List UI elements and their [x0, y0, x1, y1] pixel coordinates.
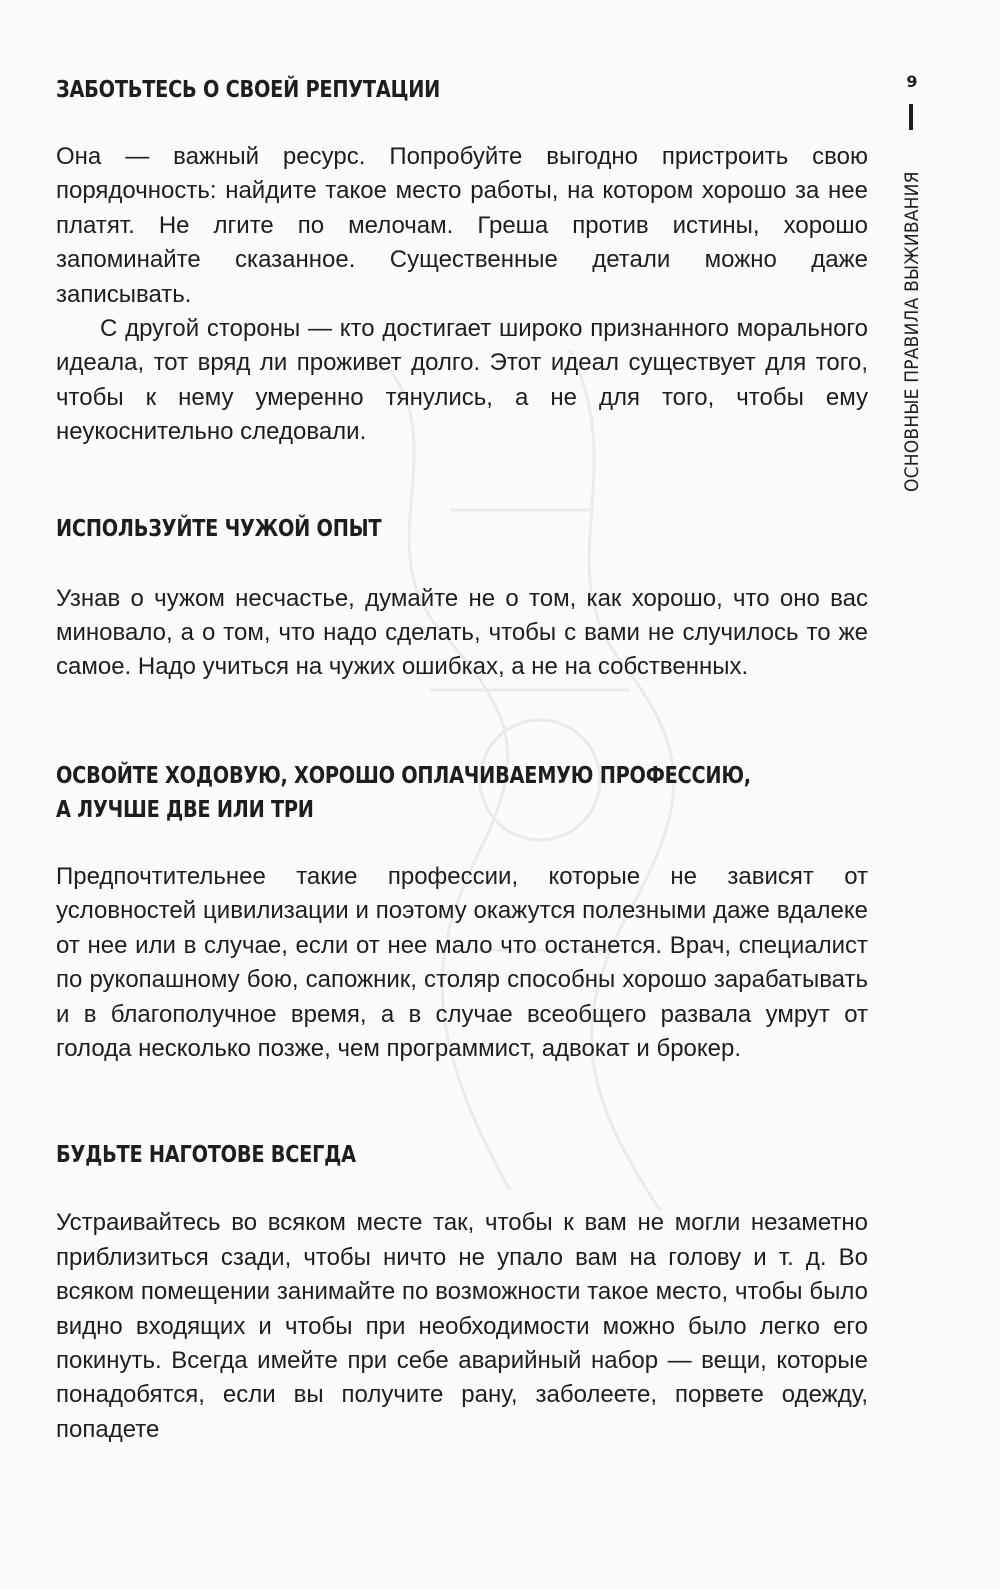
section-reputation [56, 73, 868, 450]
section-body [56, 140, 868, 450]
section-ready [56, 1138, 868, 1447]
side-divider [909, 104, 913, 130]
section-body [56, 582, 868, 685]
section-experience [56, 512, 868, 685]
page-number: 9 [906, 72, 918, 91]
section-heading: ЗАБОТЬТЕСЬ О СВОЕЙ РЕПУТАЦИИ [56, 77, 441, 103]
section-body [56, 860, 868, 1066]
section-heading-line-2: А ЛУЧШЕ ДВЕ ИЛИ ТРИ [56, 796, 314, 823]
paragraph: Устраивайтесь во всяком месте так, чтобы к вам не могли незаметно приблизиться сзади, чтобы ничто не упало вам на голову и т. д. Во всяком помещении занимайте по возможности такое место, чтобы было видно входящих и чтобы при необходимости можно было легко его покинуть. Всегда имейте при себе аварийный набор — вещи, которые понадобятся, если вы получите рану, заболеете, порвете одежду, попадете [56, 1209, 868, 1443]
section-heading: ИСПОЛЬЗУЙТЕ ЧУЖОЙ ОПЫТ [56, 515, 382, 542]
paragraph: Узнав о чужом несчастье, думайте не о том, как хорошо, что оно вас миновало, а о том, что надо сделать, чтобы с вами не случилось то же самое. Надо учиться на чужих ошибках, а не на собственных. [56, 584, 868, 681]
section-heading-line-1: ОСВОЙТЕ ХОДОВУЮ, ХОРОШО ОПЛАЧИВАЕМУЮ ПРОФЕССИЮ, [56, 762, 751, 789]
paragraph: Предпочтительнее такие профессии, которые не зависят от условностей цивилизации и поэтому окажутся полезными даже вдалеке от нее или в случае, если от нее мало что останется. Врач, специалист по рукопашному бою, сапожник, столяр способны хорошо зарабатывать и в благополучное время, а в случае всеобщего развала умрут от голода несколько позже, чем программист, адвокат и брокер. [56, 862, 868, 1062]
section-heading: БУДЬТЕ НАГОТОВЕ ВСЕГДА [56, 1142, 356, 1169]
page-content [56, 58, 868, 1447]
paragraph: Она — важный ресурс. Попробуйте выгодно пристроить свою порядочность: найдите такое место работы, на котором хорошо за нее платят. Не лгите по мелочам. Греша против истины, хорошо запоминайте сказанное. Существенные детали можно даже записывать. [56, 143, 868, 308]
section-body [56, 1206, 868, 1447]
paragraph: С другой стороны — кто достигает широко признанного морального идеала, тот вряд ли проживет долго. Этот идеал существует для того, чтобы к нему умеренно тянулись, а не для того, чтобы ему неукоснительно следовали. [56, 315, 868, 446]
section-profession [56, 759, 868, 1066]
running-header-text: ОСНОВНЫЕ ПРАВИЛА ВЫЖИВАНИЯ [901, 171, 923, 492]
